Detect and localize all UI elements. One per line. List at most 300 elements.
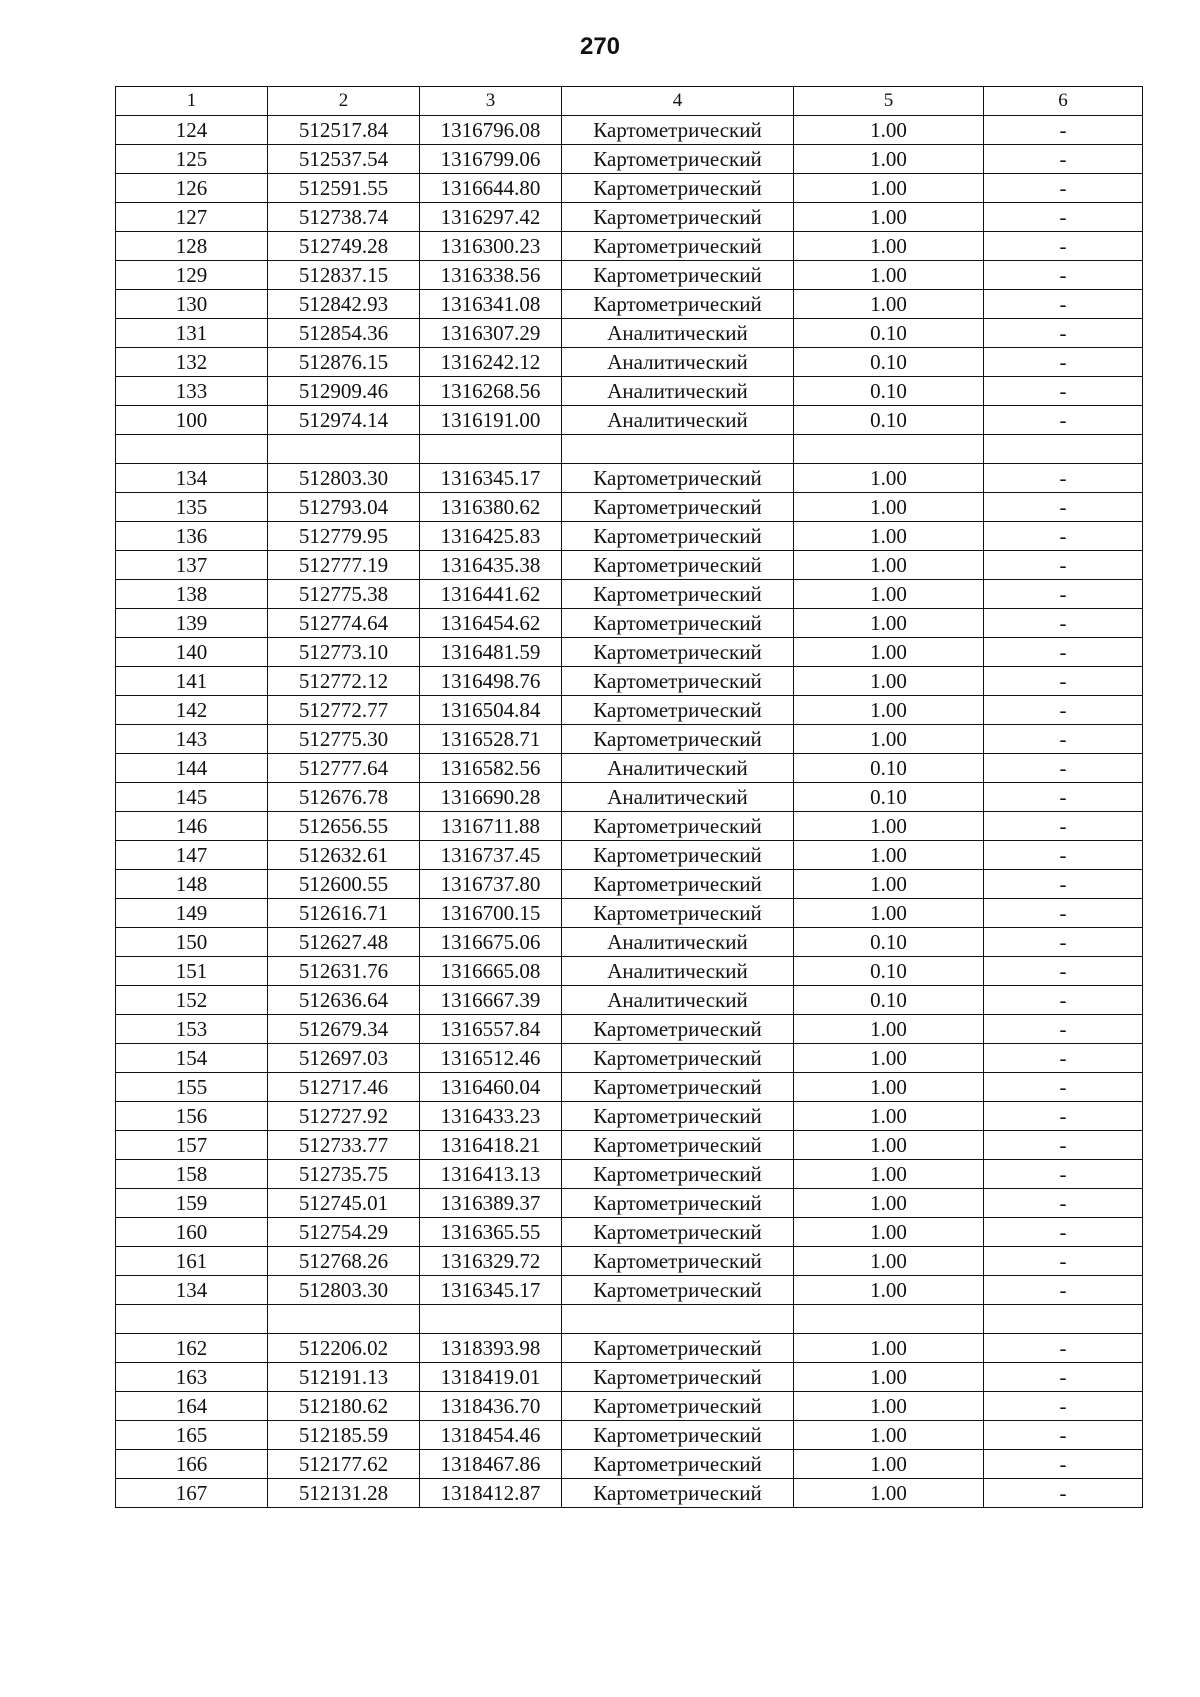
note-cell: - [984, 145, 1143, 174]
table-row [116, 957, 1143, 986]
y-coordinate-cell: 1316700.15 [420, 899, 562, 928]
method-cell: Аналитический [562, 986, 794, 1015]
method-cell: Картометрический [562, 841, 794, 870]
x-coordinate-cell [268, 1305, 420, 1334]
table-row [116, 928, 1143, 957]
note-cell: - [984, 812, 1143, 841]
method-cell: Картометрический [562, 1276, 794, 1305]
x-coordinate-cell: 512591.55 [268, 174, 420, 203]
accuracy-cell: 1.00 [794, 522, 984, 551]
y-coordinate-cell: 1316644.80 [420, 174, 562, 203]
table-row [116, 609, 1143, 638]
note-cell [984, 1305, 1143, 1334]
x-coordinate-cell: 512631.76 [268, 957, 420, 986]
x-coordinate-cell: 512636.64 [268, 986, 420, 1015]
y-coordinate-cell: 1316307.29 [420, 319, 562, 348]
y-coordinate-cell: 1316557.84 [420, 1015, 562, 1044]
method-cell: Картометрический [562, 1247, 794, 1276]
accuracy-cell: 1.00 [794, 1363, 984, 1392]
x-coordinate-cell: 512738.74 [268, 203, 420, 232]
note-cell: - [984, 319, 1143, 348]
point-number-cell: 130 [116, 290, 268, 319]
table-row [116, 493, 1143, 522]
method-cell: Аналитический [562, 957, 794, 986]
accuracy-cell: 1.00 [794, 1334, 984, 1363]
y-coordinate-cell: 1316498.76 [420, 667, 562, 696]
accuracy-cell: 1.00 [794, 145, 984, 174]
x-coordinate-cell: 512185.59 [268, 1421, 420, 1450]
x-coordinate-cell: 512131.28 [268, 1479, 420, 1508]
table-row [116, 841, 1143, 870]
y-coordinate-cell: 1316365.55 [420, 1218, 562, 1247]
y-coordinate-cell: 1316329.72 [420, 1247, 562, 1276]
page-number: 270 [579, 33, 621, 60]
table-row [116, 986, 1143, 1015]
x-coordinate-cell: 512803.30 [268, 1276, 420, 1305]
point-number-cell: 146 [116, 812, 268, 841]
note-cell: - [984, 464, 1143, 493]
y-coordinate-cell: 1318436.70 [420, 1392, 562, 1421]
accuracy-cell: 1.00 [794, 812, 984, 841]
y-coordinate-cell: 1316737.80 [420, 870, 562, 899]
note-cell: - [984, 1131, 1143, 1160]
x-coordinate-cell: 512773.10 [268, 638, 420, 667]
x-coordinate-cell: 512206.02 [268, 1334, 420, 1363]
x-coordinate-cell: 512775.30 [268, 725, 420, 754]
method-cell: Аналитический [562, 319, 794, 348]
table-row [116, 1479, 1143, 1508]
point-number-cell: 159 [116, 1189, 268, 1218]
table-row [116, 1247, 1143, 1276]
table-row [116, 580, 1143, 609]
method-cell: Аналитический [562, 377, 794, 406]
method-cell: Аналитический [562, 348, 794, 377]
table-row [116, 899, 1143, 928]
table-row [116, 319, 1143, 348]
table-row [116, 348, 1143, 377]
note-cell: - [984, 1073, 1143, 1102]
point-number-cell: 165 [116, 1421, 268, 1450]
y-coordinate-cell: 1316345.17 [420, 1276, 562, 1305]
x-coordinate-cell: 512854.36 [268, 319, 420, 348]
x-coordinate-cell: 512842.93 [268, 290, 420, 319]
y-coordinate-cell: 1316242.12 [420, 348, 562, 377]
x-coordinate-cell: 512876.15 [268, 348, 420, 377]
point-number-cell: 143 [116, 725, 268, 754]
table-row [116, 1450, 1143, 1479]
note-cell: - [984, 1392, 1143, 1421]
y-coordinate-cell [420, 1305, 562, 1334]
y-coordinate-cell: 1316300.23 [420, 232, 562, 261]
note-cell: - [984, 1334, 1143, 1363]
method-cell: Картометрический [562, 1421, 794, 1450]
table-row [116, 667, 1143, 696]
table-body [116, 116, 1143, 1508]
note-cell: - [984, 261, 1143, 290]
x-coordinate-cell: 512733.77 [268, 1131, 420, 1160]
accuracy-cell: 1.00 [794, 870, 984, 899]
note-cell: - [984, 377, 1143, 406]
accuracy-cell: 1.00 [794, 203, 984, 232]
note-cell: - [984, 551, 1143, 580]
table-row [116, 725, 1143, 754]
y-coordinate-cell: 1316582.56 [420, 754, 562, 783]
table-row [116, 116, 1143, 145]
note-cell: - [984, 493, 1143, 522]
x-coordinate-cell: 512793.04 [268, 493, 420, 522]
y-coordinate-cell: 1316413.13 [420, 1160, 562, 1189]
x-coordinate-cell: 512180.62 [268, 1392, 420, 1421]
note-cell: - [984, 1247, 1143, 1276]
table-row [116, 1131, 1143, 1160]
x-coordinate-cell: 512656.55 [268, 812, 420, 841]
accuracy-cell [794, 1305, 984, 1334]
table-row [116, 1363, 1143, 1392]
y-coordinate-cell: 1316690.28 [420, 783, 562, 812]
accuracy-cell: 1.00 [794, 696, 984, 725]
x-coordinate-cell: 512909.46 [268, 377, 420, 406]
accuracy-cell: 0.10 [794, 406, 984, 435]
x-coordinate-cell: 512777.64 [268, 754, 420, 783]
note-cell: - [984, 957, 1143, 986]
accuracy-cell: 0.10 [794, 783, 984, 812]
y-coordinate-cell: 1316341.08 [420, 290, 562, 319]
y-coordinate-cell: 1316665.08 [420, 957, 562, 986]
note-cell: - [984, 406, 1143, 435]
method-cell: Картометрический [562, 1450, 794, 1479]
point-number-cell: 131 [116, 319, 268, 348]
point-number-cell: 151 [116, 957, 268, 986]
note-cell: - [984, 725, 1143, 754]
point-number-cell: 134 [116, 464, 268, 493]
x-coordinate-cell: 512745.01 [268, 1189, 420, 1218]
note-cell: - [984, 174, 1143, 203]
point-number-cell: 136 [116, 522, 268, 551]
method-cell: Картометрический [562, 696, 794, 725]
x-coordinate-cell: 512774.64 [268, 609, 420, 638]
accuracy-cell: 1.00 [794, 174, 984, 203]
method-cell: Картометрический [562, 1189, 794, 1218]
y-coordinate-cell: 1316435.38 [420, 551, 562, 580]
method-cell: Картометрический [562, 464, 794, 493]
note-cell: - [984, 667, 1143, 696]
y-coordinate-cell: 1316454.62 [420, 609, 562, 638]
x-coordinate-cell: 512517.84 [268, 116, 420, 145]
note-cell: - [984, 1276, 1143, 1305]
column-header-2: 2 [268, 87, 420, 116]
x-coordinate-cell: 512772.77 [268, 696, 420, 725]
method-cell: Картометрический [562, 203, 794, 232]
point-number-cell: 100 [116, 406, 268, 435]
point-number-cell: 129 [116, 261, 268, 290]
accuracy-cell: 1.00 [794, 551, 984, 580]
y-coordinate-cell: 1316667.39 [420, 986, 562, 1015]
point-number-cell: 124 [116, 116, 268, 145]
y-coordinate-cell: 1316711.88 [420, 812, 562, 841]
point-number-cell: 128 [116, 232, 268, 261]
x-coordinate-cell: 512191.13 [268, 1363, 420, 1392]
accuracy-cell: 1.00 [794, 1247, 984, 1276]
accuracy-cell: 1.00 [794, 899, 984, 928]
table-row [116, 522, 1143, 551]
note-cell: - [984, 899, 1143, 928]
y-coordinate-cell: 1316460.04 [420, 1073, 562, 1102]
accuracy-cell: 1.00 [794, 580, 984, 609]
method-cell: Картометрический [562, 290, 794, 319]
table-row [116, 232, 1143, 261]
note-cell: - [984, 754, 1143, 783]
accuracy-cell: 1.00 [794, 1479, 984, 1508]
note-cell: - [984, 1015, 1143, 1044]
y-coordinate-cell: 1316380.62 [420, 493, 562, 522]
x-coordinate-cell [268, 435, 420, 464]
method-cell: Картометрический [562, 174, 794, 203]
note-cell: - [984, 203, 1143, 232]
accuracy-cell: 1.00 [794, 609, 984, 638]
point-number-cell: 141 [116, 667, 268, 696]
y-coordinate-cell: 1316796.08 [420, 116, 562, 145]
table-row [116, 754, 1143, 783]
column-header-4: 4 [562, 87, 794, 116]
accuracy-cell: 1.00 [794, 1015, 984, 1044]
table-row [116, 1044, 1143, 1073]
method-cell: Картометрический [562, 1334, 794, 1363]
method-cell: Картометрический [562, 609, 794, 638]
note-cell: - [984, 1421, 1143, 1450]
accuracy-cell: 1.00 [794, 493, 984, 522]
note-cell: - [984, 580, 1143, 609]
method-cell: Картометрический [562, 580, 794, 609]
accuracy-cell [794, 435, 984, 464]
note-cell: - [984, 1479, 1143, 1508]
y-coordinate-cell: 1316481.59 [420, 638, 562, 667]
y-coordinate-cell: 1318419.01 [420, 1363, 562, 1392]
point-number-cell: 139 [116, 609, 268, 638]
point-number-cell: 152 [116, 986, 268, 1015]
point-number-cell: 153 [116, 1015, 268, 1044]
note-cell: - [984, 1363, 1143, 1392]
method-cell: Картометрический [562, 1363, 794, 1392]
note-cell: - [984, 116, 1143, 145]
y-coordinate-cell: 1316528.71 [420, 725, 562, 754]
method-cell: Картометрический [562, 1160, 794, 1189]
x-coordinate-cell: 512777.19 [268, 551, 420, 580]
method-cell: Аналитический [562, 783, 794, 812]
method-cell: Картометрический [562, 870, 794, 899]
accuracy-cell: 1.00 [794, 1102, 984, 1131]
method-cell: Картометрический [562, 1102, 794, 1131]
x-coordinate-cell: 512754.29 [268, 1218, 420, 1247]
accuracy-cell: 1.00 [794, 638, 984, 667]
method-cell [562, 435, 794, 464]
accuracy-cell: 1.00 [794, 1276, 984, 1305]
point-number-cell [116, 435, 268, 464]
method-cell: Картометрический [562, 1015, 794, 1044]
method-cell: Картометрический [562, 638, 794, 667]
table-header [116, 87, 1143, 116]
method-cell: Картометрический [562, 116, 794, 145]
method-cell: Картометрический [562, 551, 794, 580]
accuracy-cell: 1.00 [794, 1160, 984, 1189]
x-coordinate-cell: 512727.92 [268, 1102, 420, 1131]
x-coordinate-cell: 512616.71 [268, 899, 420, 928]
table-row [116, 435, 1143, 464]
method-cell: Картометрический [562, 522, 794, 551]
accuracy-cell: 1.00 [794, 116, 984, 145]
x-coordinate-cell: 512768.26 [268, 1247, 420, 1276]
point-number-cell: 145 [116, 783, 268, 812]
point-number-cell: 147 [116, 841, 268, 870]
accuracy-cell: 1.00 [794, 667, 984, 696]
y-coordinate-cell: 1316297.42 [420, 203, 562, 232]
method-cell: Аналитический [562, 406, 794, 435]
point-number-cell: 156 [116, 1102, 268, 1131]
point-number-cell: 166 [116, 1450, 268, 1479]
point-number-cell: 142 [116, 696, 268, 725]
point-number-cell: 162 [116, 1334, 268, 1363]
note-cell: - [984, 290, 1143, 319]
method-cell: Аналитический [562, 754, 794, 783]
y-coordinate-cell: 1316512.46 [420, 1044, 562, 1073]
y-coordinate-cell: 1316191.00 [420, 406, 562, 435]
note-cell: - [984, 609, 1143, 638]
y-coordinate-cell: 1316268.56 [420, 377, 562, 406]
y-coordinate-cell: 1318454.46 [420, 1421, 562, 1450]
x-coordinate-cell: 512676.78 [268, 783, 420, 812]
accuracy-cell: 0.10 [794, 377, 984, 406]
note-cell: - [984, 841, 1143, 870]
method-cell: Картометрический [562, 1392, 794, 1421]
method-cell: Картометрический [562, 261, 794, 290]
note-cell: - [984, 522, 1143, 551]
x-coordinate-cell: 512735.75 [268, 1160, 420, 1189]
accuracy-cell: 1.00 [794, 1131, 984, 1160]
method-cell: Картометрический [562, 812, 794, 841]
point-number-cell: 126 [116, 174, 268, 203]
point-number-cell: 150 [116, 928, 268, 957]
table-row [116, 1160, 1143, 1189]
method-cell: Картометрический [562, 1131, 794, 1160]
point-number-cell: 164 [116, 1392, 268, 1421]
table-row [116, 406, 1143, 435]
y-coordinate-cell: 1318393.98 [420, 1334, 562, 1363]
table-row [116, 1102, 1143, 1131]
note-cell [984, 435, 1143, 464]
point-number-cell: 144 [116, 754, 268, 783]
note-cell: - [984, 1102, 1143, 1131]
column-header-3: 3 [420, 87, 562, 116]
table-row [116, 1334, 1143, 1363]
accuracy-cell: 1.00 [794, 232, 984, 261]
y-coordinate-cell: 1316338.56 [420, 261, 562, 290]
note-cell: - [984, 1450, 1143, 1479]
point-number-cell: 138 [116, 580, 268, 609]
point-number-cell: 157 [116, 1131, 268, 1160]
method-cell: Аналитический [562, 928, 794, 957]
point-number-cell: 148 [116, 870, 268, 899]
header-row [116, 87, 1143, 116]
point-number-cell: 125 [116, 145, 268, 174]
note-cell: - [984, 638, 1143, 667]
point-number-cell: 134 [116, 1276, 268, 1305]
method-cell: Картометрический [562, 1044, 794, 1073]
note-cell: - [984, 696, 1143, 725]
x-coordinate-cell: 512803.30 [268, 464, 420, 493]
table-row [116, 1189, 1143, 1218]
x-coordinate-cell: 512749.28 [268, 232, 420, 261]
point-number-cell: 158 [116, 1160, 268, 1189]
method-cell: Картометрический [562, 1218, 794, 1247]
x-coordinate-cell: 512537.54 [268, 145, 420, 174]
point-number-cell: 161 [116, 1247, 268, 1276]
x-coordinate-cell: 512627.48 [268, 928, 420, 957]
table-row [116, 1276, 1143, 1305]
method-cell: Картометрический [562, 899, 794, 928]
y-coordinate-cell: 1316433.23 [420, 1102, 562, 1131]
method-cell: Картометрический [562, 725, 794, 754]
accuracy-cell: 0.10 [794, 319, 984, 348]
point-number-cell: 155 [116, 1073, 268, 1102]
accuracy-cell: 1.00 [794, 290, 984, 319]
point-number-cell: 140 [116, 638, 268, 667]
x-coordinate-cell: 512679.34 [268, 1015, 420, 1044]
point-number-cell: 137 [116, 551, 268, 580]
note-cell: - [984, 986, 1143, 1015]
accuracy-cell: 1.00 [794, 1044, 984, 1073]
column-header-1: 1 [116, 87, 268, 116]
y-coordinate-cell: 1316675.06 [420, 928, 562, 957]
y-coordinate-cell: 1316504.84 [420, 696, 562, 725]
note-cell: - [984, 1160, 1143, 1189]
point-number-cell: 160 [116, 1218, 268, 1247]
method-cell [562, 1305, 794, 1334]
x-coordinate-cell: 512974.14 [268, 406, 420, 435]
accuracy-cell: 0.10 [794, 348, 984, 377]
accuracy-cell: 0.10 [794, 957, 984, 986]
note-cell: - [984, 1218, 1143, 1247]
accuracy-cell: 0.10 [794, 754, 984, 783]
point-number-cell: 167 [116, 1479, 268, 1508]
table-row [116, 1015, 1143, 1044]
x-coordinate-cell: 512779.95 [268, 522, 420, 551]
note-cell: - [984, 870, 1143, 899]
accuracy-cell: 0.10 [794, 928, 984, 957]
x-coordinate-cell: 512717.46 [268, 1073, 420, 1102]
method-cell: Картометрический [562, 667, 794, 696]
point-number-cell: 149 [116, 899, 268, 928]
point-number-cell: 135 [116, 493, 268, 522]
accuracy-cell: 0.10 [794, 986, 984, 1015]
accuracy-cell: 1.00 [794, 1450, 984, 1479]
y-coordinate-cell [420, 435, 562, 464]
note-cell: - [984, 928, 1143, 957]
table-row [116, 1305, 1143, 1334]
method-cell: Картометрический [562, 1073, 794, 1102]
x-coordinate-cell: 512772.12 [268, 667, 420, 696]
method-cell: Картометрический [562, 493, 794, 522]
accuracy-cell: 1.00 [794, 261, 984, 290]
point-number-cell [116, 1305, 268, 1334]
table-row [116, 1073, 1143, 1102]
note-cell: - [984, 1044, 1143, 1073]
x-coordinate-cell: 512697.03 [268, 1044, 420, 1073]
x-coordinate-cell: 512775.38 [268, 580, 420, 609]
method-cell: Картометрический [562, 232, 794, 261]
accuracy-cell: 1.00 [794, 464, 984, 493]
accuracy-cell: 1.00 [794, 1392, 984, 1421]
accuracy-cell: 1.00 [794, 725, 984, 754]
x-coordinate-cell: 512177.62 [268, 1450, 420, 1479]
